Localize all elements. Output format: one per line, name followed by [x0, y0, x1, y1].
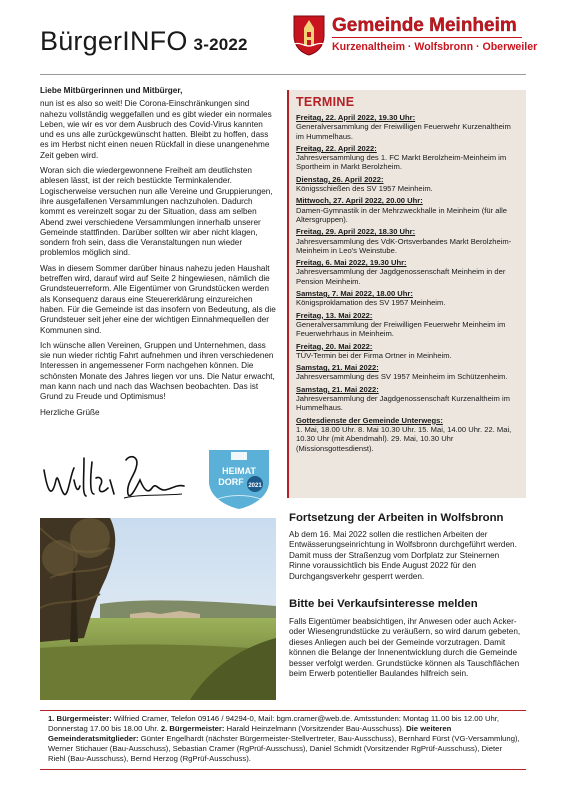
letter-paragraph: Woran sich die wiedergewonnene Freiheit am deutlichsten ablesen lässt, ist der reich bestückte Terminkalender. Logischerweise versuchen nun alle Vereine und Gruppierungen, ihre ausgefallenen Versammlungen nachzuholen. Dadurch kommt es vereinzelt sogar zu der Situation, dass am selben Abend zwei verschiedene Versammlungen innerhalb unserer Gemeinde stattfinden. Darüber sollten wir aber nicht klagen, sondern froh sein, dass die Veranstaltungen nun wieder problemlos möglich sind.: [40, 166, 273, 258]
event-item: [296, 311, 520, 339]
event-date: Dienstag, 26. April 2022:: [296, 174, 384, 184]
event-text: Königsproklamation des SV 1957 Meinheim.: [296, 298, 446, 308]
event-text: Jahresversammlung des 1. FC Markt Berolzheim-Meinheim im Sportheim in Markt Berolzheim.: [296, 153, 507, 172]
event-text: 1. Mai, 18.00 Uhr. 8. Mai 10.30 Uhr. 15. Mai, 14.00 Uhr. 22. Mai, 10.30 Uhr (mit Abendmahl). 29. Mai, 10.30 Uhr (Missionsgottesdienst).: [296, 424, 512, 453]
event-date: Samstag, 21. Mai 2022:: [296, 384, 379, 394]
event-date: Gottesdienste der Gemeinde Unterwegs:: [296, 415, 443, 425]
event-date: Samstag, 21. Mai 2022:: [296, 363, 379, 373]
event-item: [296, 342, 520, 361]
article-text: Falls Eigentümer beabsichtigen, ihr Anwesen oder auch Acker- oder Wiesengrundstücke zu veräußern, so wird darum gebeten, dieses Anliegen auch bei der Gemeinde vorzutragen. Damit können die Belange der Innenentwicklung durch die Gemeinde besser verfolgt werden. Grundstücke können als Tauschflächen beim Erwerb potentieller Baulandes hilfreich sein.: [289, 617, 521, 679]
event-item: [296, 363, 520, 382]
letter-greeting: Liebe Mitbürgerinnen und Mitbürger,: [40, 86, 183, 95]
letter-paragraph: nun ist es also so weit! Die Corona-Einschränkungen sind nahezu vollständig weggefallen und es gibt wieder ein normales Leben, wie wir es vor dem Ausbruch des Covid-Virus kannten und es uns alle zurückgewünscht hatten. Bleibt zu hoffen, dass es im Herbst nicht einen neuen Rückfall in diese unangenehme Zeit geben wird.: [40, 99, 272, 160]
second-mayor-label: 2. Bürgermeister:: [160, 723, 225, 733]
council-label: Die weiteren Gemeinderatsmitglieder:: [48, 723, 452, 743]
municipality-name: Gemeinde Meinheim: [332, 15, 517, 36]
event-date: Freitag, 22. April 2022:: [296, 143, 377, 153]
event-item: [296, 227, 520, 255]
event-item: [296, 385, 520, 413]
page-title: [40, 26, 248, 57]
event-text: Generalversammlung der Freiwilligen Feuerwehr Kurzenaltheim im Hummelhaus.: [296, 122, 511, 141]
event-text: Damen-Gymnastik in der Mehrzweckhalle in Meinheim (für alle Altersgruppen).: [296, 205, 508, 224]
letter-paragraph: Ich wünsche allen Vereinen, Gruppen und Unternehmen, dass sie nun wieder richtig Fahrt aufnehmen und ihren verschiedenen Interessen in angemessener Form nachgehen können. Die schönsten Monate des Jahres liegen vor uns. Die Natur erwacht, man kann nach und nach das Wachsen beobachten. Das ist Grund zu Freude und Optimismus!: [40, 340, 275, 402]
event-item: [296, 416, 520, 453]
badge-line2: DORF: [218, 477, 244, 487]
municipality-subtitle: Kurzenaltheim · Wolfsbronn · Oberweiler: [332, 41, 538, 53]
event-date: Freitag, 20. Mai 2022:: [296, 341, 373, 351]
header-divider: [332, 37, 522, 38]
event-item: [296, 144, 520, 172]
event-text: Jahresversammlung der Jagdgenossenschaft Meinheim in der Pension Meinheim.: [296, 267, 506, 286]
coat-of-arms-icon: [292, 14, 326, 56]
event-text: Königsschießen des SV 1957 Meinheim.: [296, 184, 433, 194]
event-text: Jahresversammlung des SV 1957 Meinheim im Schützenheim.: [296, 372, 508, 382]
article-heading: Fortsetzung der Arbeiten in Wolfsbronn: [289, 512, 504, 524]
signature-image: [40, 450, 190, 506]
event-date: Freitag, 29. April 2022, 18.30 Uhr:: [296, 227, 416, 237]
letter-paragraph: Was in diesem Sommer darüber hinaus nahezu jeden Haushalt betreffen wird, darauf wird auf Seite 2 hingewiesen, nämlich die Grundsteuerreform. Alle Eigentümer von Grundstücken werden als Konsequenz daraus eine Steuererklärung einzureichen haben. Für die Gemeinde ist das insofern von Bedeutung, als die Grundsteuer seit jeher eine der wichtigen Einnahmequellen der Kommunen sind.: [40, 263, 276, 335]
landscape-photo: [40, 518, 276, 700]
badge-year: 2021: [248, 483, 262, 489]
issue-number: 3-2022: [193, 35, 248, 54]
event-item: [296, 289, 520, 308]
second-mayor-details: Harald Heinzelmann (Vorsitzender Bau-Ausschuss).: [224, 723, 407, 733]
article-heading: Bitte bei Verkaufsinteresse melden: [289, 598, 478, 610]
events-list: [296, 113, 520, 456]
mayor-letter: [40, 86, 276, 423]
header-rule: [40, 74, 526, 75]
event-item: [296, 113, 520, 141]
event-item: [296, 196, 520, 224]
footer-text: [48, 714, 520, 764]
event-date: Freitag, 22. April 2022, 19.30 Uhr:: [296, 113, 416, 122]
event-item: [296, 175, 520, 194]
badge-line1: HEIMAT: [222, 466, 256, 476]
article-text: Ab dem 16. Mai 2022 sollen die restlichen Arbeiten der Entwässerungseinrichtung in Wolfsbronn durchgeführt werden. Damit muss der Straßenzug vom Dorfplatz zur Steinernen Rinne voraussichtlich bis Ende August 2022 für den Durchgangsverkehr gesperrt werden.: [289, 530, 517, 581]
council-details: Günter Engelhardt (nächster Bürgermeister-Stellvertreter, Bau-Ausschuss), Bernhard Fürst (VG-Versammlung), Werner Stichauer (Bau-Ausschuss), Sebastian Cramer (RgPrüf-Ausschuss), Daniel Schmidt (Vorsitzender RgPrüf-Ausschuss), Dieter Riehl (Bau-Ausschuss), Bernd Herzog (RgPrüf-Ausschuss).: [48, 733, 520, 763]
event-date: Freitag, 6. Mai 2022, 19.30 Uhr:: [296, 258, 407, 268]
title-text: BürgerINFO: [40, 26, 188, 56]
termine-heading: TERMINE: [296, 95, 355, 109]
heimatdorf-badge: [205, 448, 273, 510]
letter-closing: Herzliche Grüße: [40, 407, 100, 417]
event-date: Mittwoch, 27. April 2022, 20.00 Uhr:: [296, 196, 423, 206]
event-date: Samstag, 7. Mai 2022, 18.00 Uhr:: [296, 289, 413, 299]
event-text: Jahresversammlung der Jagdgenossenschaft Kurzenaltheim im Hummelhaus.: [296, 394, 510, 413]
event-date: Freitag, 13. Mai 2022:: [296, 310, 373, 320]
mayor-details: Wilfried Cramer, Telefon 09146 / 94294-0, Mail: bgm.cramer@web.de. Amtsstunden: Montag 11.00 bis 12.00 Uhr, Donnerstag 17.00 bis 18.00 Uhr.: [48, 714, 500, 733]
event-text: TÜV-Termin bei der Firma Ortner in Meinheim.: [296, 350, 452, 360]
event-item: [296, 258, 520, 286]
event-text: Generalversammlung der Freiwilligen Feuerwehr Meinheim im Feuerwehrhaus in Meinheim.: [296, 319, 506, 339]
event-text: Jahresversammlung des VdK-Ortsverbandes Markt Berolzheim-Meinheim in Leo's Weinstube.: [296, 236, 512, 255]
mayor-label: 1. Bürgermeister:: [48, 714, 112, 723]
